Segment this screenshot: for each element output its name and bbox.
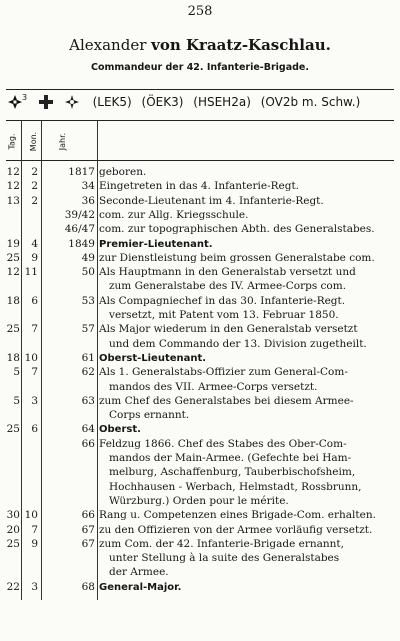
date-day: 22 [6,580,20,593]
date-day: 20 [6,523,20,536]
table-row [0,195,400,208]
date-year: 39/42 [64,208,95,221]
entry-text: der Armee. [99,566,169,579]
entry-text: zum Com. der 42. Infanterie-Brigade ernannt, [99,537,344,550]
date-day: 18 [6,351,20,364]
date-year: 62 [81,366,95,379]
date-month: 9 [31,251,38,264]
date-month: 7 [31,323,38,336]
date-year: 49 [81,251,95,264]
name-regular: Alexander [69,36,147,54]
date-day: 5 [13,394,20,407]
date-year: 1849 [68,237,95,250]
date-day: 25 [6,323,20,336]
order-hseh2a: (HSEH2a) [193,94,251,109]
table-row [0,452,400,465]
date-year: 57 [81,323,95,336]
table-row [0,266,400,279]
entry-text: Hochhausen - Werbach, Helmstadt, Rossbrunn, [99,480,362,493]
table-row [0,438,400,451]
date-year: 34 [81,180,95,193]
entry-text: Premier-Lieutenant. [99,238,213,250]
date-day: 5 [13,366,20,379]
date-month: 10 [24,509,38,522]
entry-text: Seconde-Lieutenant im 4. Infanterie-Regt. [99,194,324,207]
entry-text: Corps ernannt. [99,409,190,422]
date-year: 64 [81,423,95,436]
entry-text: und dem Commando der 13. Division zugetheilt. [99,337,367,350]
date-month: 4 [31,237,38,250]
date-month: 6 [31,423,38,436]
date-month: 3 [31,394,38,407]
date-year: 63 [81,394,95,407]
table-row [0,280,400,293]
entry-text: zur Dienstleistung beim grossen Generalstabe com. [99,251,375,264]
date-day: 12 [6,166,20,178]
order-lek5: (LEK5) [92,94,132,109]
header-rule [6,160,394,161]
order-ov2b: (OV2b m. Schw.) [260,94,361,109]
entry-text: geboren. [99,166,147,178]
date-year: 61 [81,351,95,364]
table-row [0,538,400,551]
table-row [0,509,400,522]
table-row [0,352,400,365]
date-year: 50 [81,266,95,279]
date-month: 2 [31,180,38,193]
table-row [0,295,400,308]
order-star-icon [65,94,79,109]
entry-text: Als Hauptmann in den Generalstab versetzt und [99,266,356,279]
date-day: 25 [6,537,20,550]
entry-text: Eingetreten in das 4. Infanterie-Regt. [99,180,300,193]
table-row [0,366,400,379]
entry-text: unter Stellung à la suite des Generalstabes [99,552,340,565]
orders-line [8,93,394,115]
table-row [0,338,400,351]
table-row [0,581,400,594]
entry-text: mandos der Main-Armee. (Gefechte bei Ham- [99,452,352,464]
entry-text: Oberst. [99,424,141,436]
table-row [0,524,400,537]
table-row [0,323,400,336]
entry-text: melburg, Aschaffenburg, Tauberbischofsheim, [99,466,356,479]
entry-text: Würzburg.) Orden pour le mérite. [99,494,289,507]
date-year: 53 [81,294,95,307]
page-number: 258 [187,4,213,19]
entry-text: Als Major wiederum in den Generalstab versetzt [99,323,358,336]
date-day: 12 [6,180,20,193]
date-month: 9 [31,537,38,550]
date-year: 1817 [68,166,95,178]
entry-text: com. zur Allg. Kriegsschule. [99,208,249,221]
date-day: 13 [6,194,20,207]
entry-text: zum Chef des Generalstabes bei diesem Armee- [99,394,354,407]
order-oek3: (ÖEK3) [141,94,184,109]
table-row [0,395,400,408]
entry-text: Oberst-Lieutenant. [99,352,207,364]
iron-cross-icon [8,94,22,109]
entry-text: Als 1. Generalstabs-Offizier zum General-Com- [99,366,348,379]
table-row [0,552,400,565]
entry-text: com. zur topographischen Abth. des Generalstabes. [99,223,375,236]
table-row [0,309,400,322]
date-year: 67 [81,537,95,550]
date-month: 2 [31,166,38,178]
table-row [0,495,400,508]
table-row [0,423,400,436]
table-row [0,381,400,394]
column-header-day: Tag. [7,133,17,150]
table-row [0,481,400,494]
date-year: 66 [81,509,95,522]
date-year: 68 [81,580,95,593]
top-rule [6,89,394,90]
entry-text: General-Major. [99,581,182,593]
entry-text: Feldzug 1866. Chef des Stabes des Ober-Com- [99,437,347,450]
date-day: 18 [6,294,20,307]
date-month: 2 [31,194,38,207]
rank-subtitle: Commandeur der 42. Infanterie-Brigade. [90,62,309,73]
name-bold: von Kraatz-Kaschlau. [151,36,331,54]
entry-text: mandos des VII. Armee-Corps versetzt. [99,380,318,393]
table-row [0,180,400,193]
date-day: 12 [6,266,20,279]
date-month: 10 [24,351,38,364]
table-row [0,209,400,222]
table-row [0,566,400,579]
column-header-year: Jahr. [58,132,68,151]
entry-text: versetzt, mit Patent vom 13. Februar 1850. [99,309,339,321]
date-month: 6 [31,294,38,307]
date-month: 3 [31,580,38,593]
column-header-month: Mon. [29,131,39,152]
table-row [0,466,400,479]
date-year: 36 [81,194,95,207]
date-month: 11 [24,266,38,279]
entry-text: zu den Offizieren von der Armee vorläufig versetzt. [99,523,373,536]
entry-text: zum Generalstabe des IV. Armee-Corps com. [99,280,347,293]
date-month: 7 [31,523,38,536]
person-name [0,36,400,54]
entry-text: Rang u. Competenzen eines Brigade-Com. erhalten. [99,509,376,522]
date-day: 19 [6,237,20,250]
table-top-rule [6,120,394,121]
date-year: 67 [81,523,95,536]
table-row [0,409,400,422]
table-row [0,223,400,236]
cross-icon [39,94,53,109]
entry-text: Als Compagniechef in das 30. Infanterie-Regt. [99,294,346,307]
table-row [0,166,400,179]
date-year: 46/47 [64,223,95,236]
date-month: 7 [31,366,38,379]
date-day: 25 [6,251,20,264]
date-day: 25 [6,423,20,436]
date-year: 66 [81,437,95,450]
table-row [0,238,400,251]
cross-number: 3 [22,93,28,102]
table-row [0,252,400,265]
date-day: 30 [6,509,20,522]
